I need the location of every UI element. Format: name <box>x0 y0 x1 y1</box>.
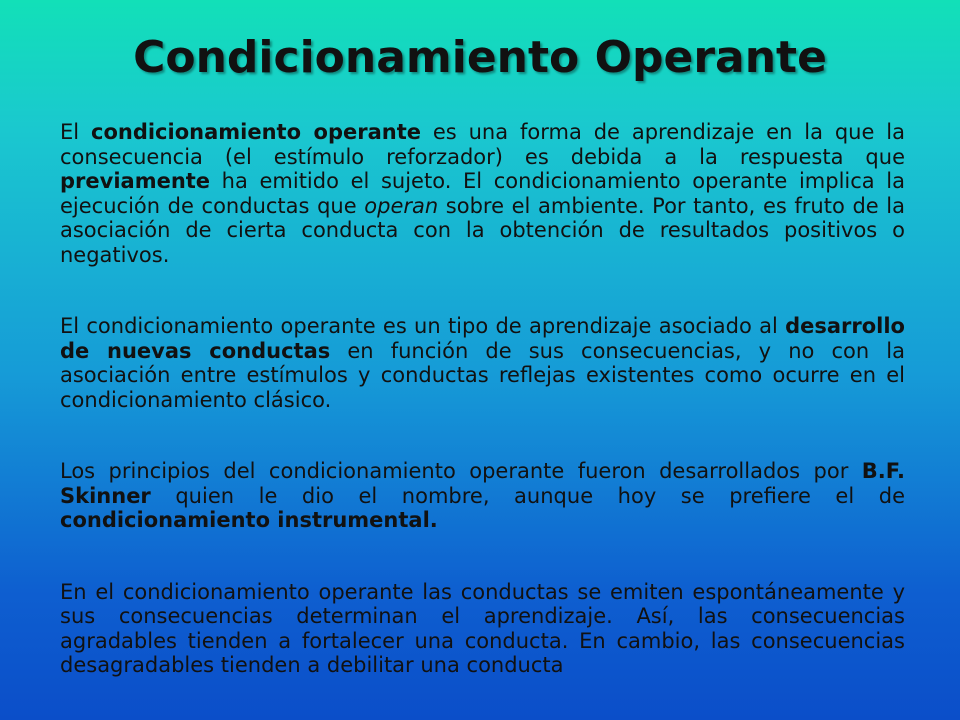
bold-term: B.F. Skinner <box>60 459 905 508</box>
bold-term: condicionamiento instrumental. <box>60 508 438 532</box>
text-run: sobre el ambiente. Por tanto, es fruto de la asociación de cierta conducta con la obtención de resultados positivos o negativos. <box>60 193 906 267</box>
paragraph-4 <box>60 580 905 678</box>
paragraph-1 <box>60 120 905 267</box>
text-run: en función de sus consecuencias, y no con la asociación entre estímulos y conductas reflejas existentes como ocurre en el condicionamiento clásico. <box>60 338 905 412</box>
text-run: quien le dio el nombre, aunque hoy se prefiere el de <box>150 483 905 508</box>
italic-term: operan <box>364 193 439 218</box>
bold-term: desarrollo de nuevas conductas <box>60 314 905 363</box>
text-run: es una forma de aprendizaje en la que la consecuencia (el estímulo reforzador) es debida a la respuesta que <box>60 120 906 169</box>
bold-term: condicionamiento operante <box>91 120 421 144</box>
slide-title: Condicionamiento Operante <box>133 32 827 83</box>
bold-term: previamente <box>60 169 211 193</box>
text-run: El <box>60 120 91 144</box>
text-run: En el condicionamiento operante las conductas se emiten espontáneamente y sus consecuencias determinan el aprendizaje. Así, las consecuencias agradables tienden a fortalecer una conducta. En cambio, las consecuencias desagradables tienden a debilitar una conducta <box>60 579 905 677</box>
text-run: ha emitido el sujeto. El condicionamiento operante implica la ejecución de conductas que <box>60 169 905 218</box>
text-run: Los principios del condicionamiento operante fueron desarrollados por <box>60 459 862 483</box>
paragraph-2 <box>60 314 905 412</box>
slide-body <box>60 120 905 678</box>
text-run: El condicionamiento operante es un tipo de aprendizaje asociado al <box>60 314 786 338</box>
paragraph-3 <box>60 459 905 533</box>
